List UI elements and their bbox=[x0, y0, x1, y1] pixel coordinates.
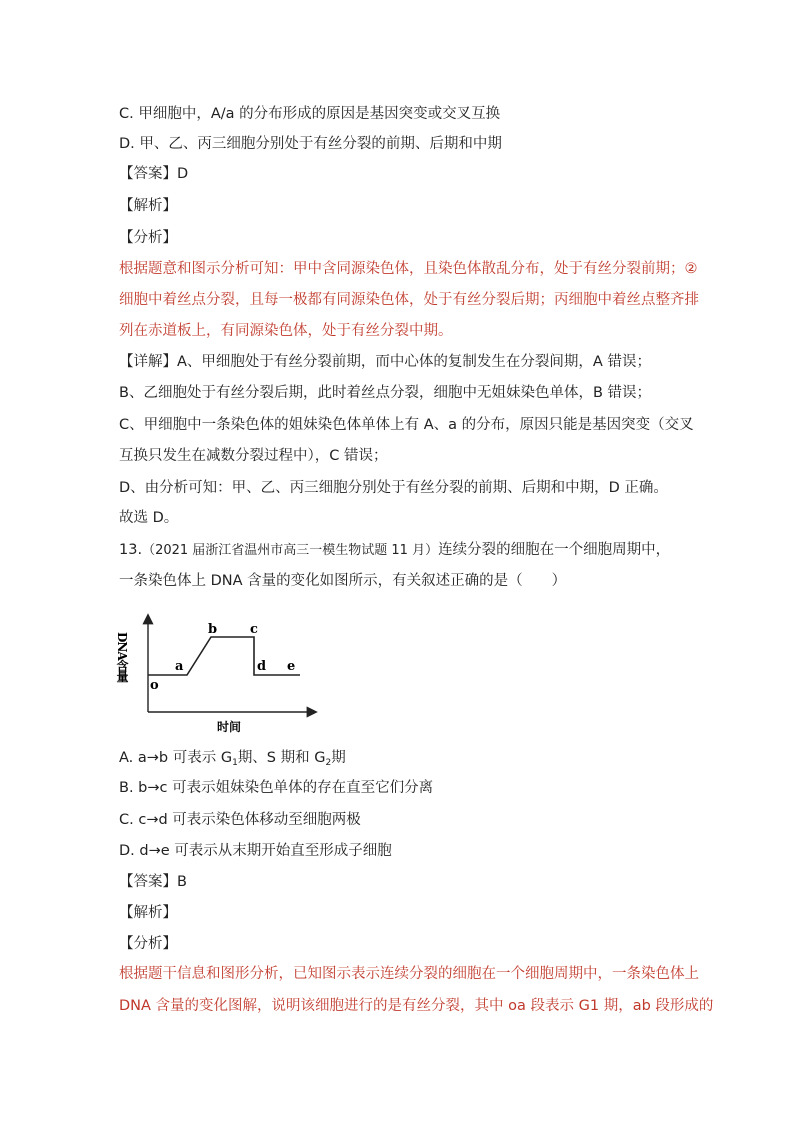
xiangjie-1-line-2: B、乙细胞处于有丝分裂后期，此时着丝点分裂，细胞中无姐妹染色单体，B 错误； bbox=[119, 385, 652, 401]
xiangjie-tag: 【详解】 bbox=[119, 354, 177, 370]
jiexi-1: 【解析】 bbox=[119, 198, 177, 214]
fenxi-1-line-1: 根据题意和图示分析可知：甲中含同源染色体，且染色体散乱分布，处于有丝分裂前期；② bbox=[119, 261, 698, 277]
question-stem-1: 连续分裂的细胞在一个细胞周期中， bbox=[438, 542, 671, 558]
dna-content-graph bbox=[115, 612, 329, 740]
option-a-text-3: 期 bbox=[331, 750, 346, 766]
jiexi-2: 【解析】 bbox=[119, 905, 177, 921]
fenxi-2-tag: 【分析】 bbox=[119, 936, 177, 952]
answer-tag: 【答案】 bbox=[119, 874, 177, 890]
answer-value: D bbox=[177, 166, 189, 182]
option-a-sub-2: 2 bbox=[325, 758, 332, 768]
question-source: （2021 届浙江省温州市高三一模生物试题 11 月） bbox=[142, 543, 439, 558]
xiangjie-1-line-4: 互换只发生在减数分裂过程中），C 错误； bbox=[119, 448, 388, 464]
fenxi-2-line-2: DNA 含量的变化图解，说明该细胞进行的是有丝分裂，其中 oa 段表示 G1 期，ab 段形成的 bbox=[119, 998, 714, 1014]
xiangjie-text: A、甲细胞处于有丝分裂前期，而中心体的复制发生在分裂间期，A 错误； bbox=[177, 354, 651, 370]
option-c: C. c→d 可表示染色体移动至细胞两极 bbox=[119, 812, 361, 828]
point-b: b bbox=[208, 622, 218, 637]
point-o: o bbox=[150, 678, 159, 693]
point-e: e bbox=[287, 659, 296, 674]
option-b: B. b→c 可表示姐妹染色单体的存在直至它们分离 bbox=[119, 780, 434, 796]
question-number: 13. bbox=[119, 542, 143, 558]
prev-option-c: C. 甲细胞中，A/a 的分布形成的原因是基因突变或交叉互换 bbox=[119, 106, 501, 122]
x-axis-label: 时间 bbox=[217, 720, 242, 734]
xiangjie-1-line-5: D、由分析可知：甲、乙、丙三细胞分别处于有丝分裂的前期、后期和中期，D 正确。 bbox=[119, 480, 668, 496]
fenxi-2-line-1: 根据题干信息和图形分析，已知图示表示连续分裂的细胞在一个细胞周期中，一条染色体上 bbox=[119, 966, 699, 982]
xiangjie-1-line-3: C、甲细胞中一条染色体的姐妹染色体单体上有 A、a 的分布，原因只能是基因突变（交叉 bbox=[119, 417, 694, 433]
point-d: d bbox=[257, 659, 267, 674]
y-axis-label: DNA含量 bbox=[115, 632, 129, 682]
option-a-text-2: 期、S 期和 G bbox=[237, 750, 326, 766]
fenxi-1-line-3: 列在赤道板上，有同源染色体，处于有丝分裂中期。 bbox=[119, 323, 453, 339]
xiangjie-1-line-6: 故选 D。 bbox=[119, 510, 179, 526]
point-a: a bbox=[175, 659, 184, 674]
point-c: c bbox=[250, 622, 258, 637]
option-a-text-1: A. a→b 可表示 G bbox=[119, 750, 233, 766]
option-a-sub-1: 1 bbox=[232, 758, 238, 768]
answer-value: B bbox=[177, 874, 187, 890]
answer-tag: 【答案】 bbox=[119, 166, 177, 182]
dna-curve bbox=[148, 637, 300, 675]
answer-2 bbox=[119, 872, 187, 892]
option-a bbox=[119, 748, 346, 768]
prev-option-d: D. 甲、乙、丙三细胞分别处于有丝分裂的前期、后期和中期 bbox=[119, 136, 502, 152]
answer-1 bbox=[119, 164, 188, 184]
question-13-line-1 bbox=[119, 540, 670, 561]
option-d: D. d→e 可表示从末期开始直至形成子细胞 bbox=[119, 843, 392, 859]
fenxi-1-line-2: 细胞中着丝点分裂，且每一极都有同源染色体，处于有丝分裂后期；丙细胞中着丝点整齐排 bbox=[119, 292, 699, 308]
fenxi-1-tag: 【分析】 bbox=[119, 230, 177, 246]
xiangjie-1-line-1 bbox=[119, 352, 651, 372]
question-13-line-2: 一条染色体上 DNA 含量的变化如图所示，有关叙述正确的是（ ） bbox=[119, 573, 567, 589]
